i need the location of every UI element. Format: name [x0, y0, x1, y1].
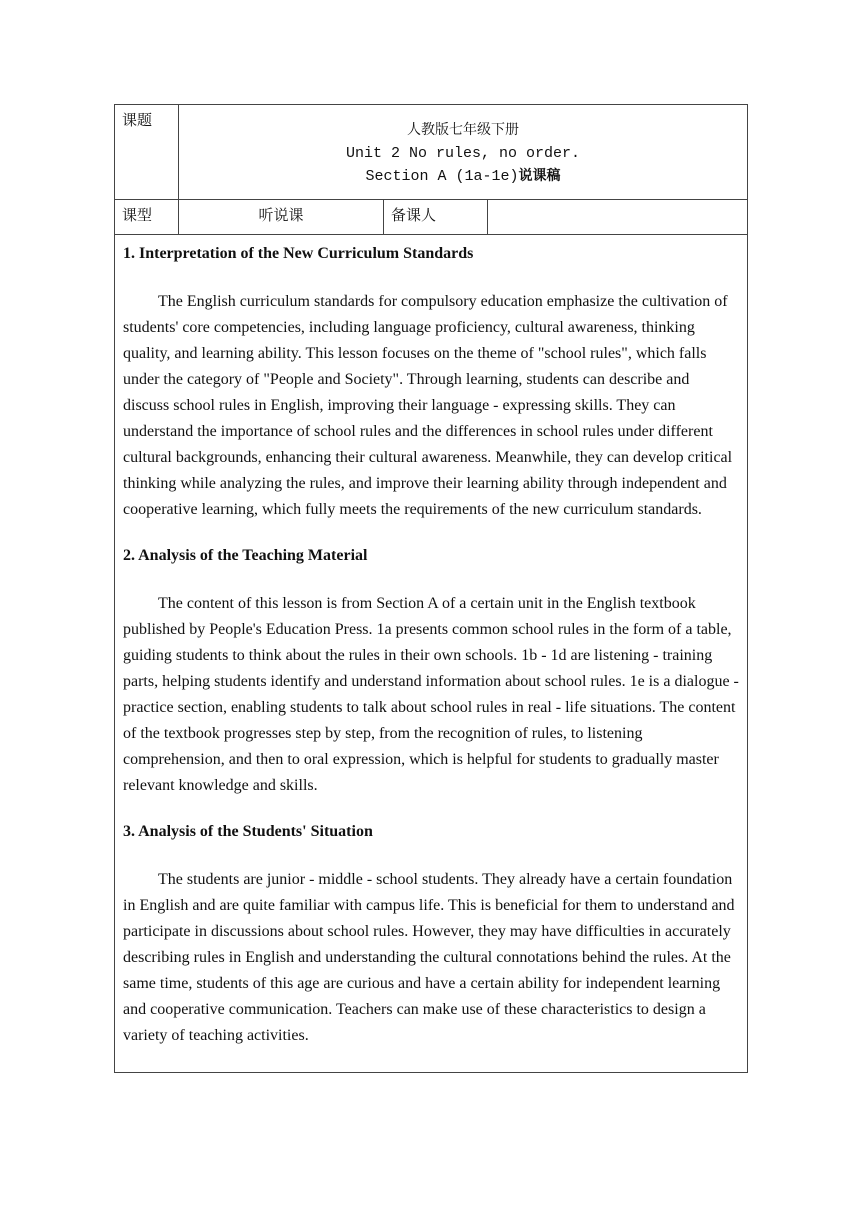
- title-line-3: [179, 165, 747, 188]
- section-body: The students are junior - middle - school students. They already have a certain foundation in English and are quite familiar with campus life. This is beneficial for them to understand and participate in discussions about school rules. However, they may have difficulties in accurately describing rules in English and understanding the cultural connotations behind the rules. At the same time, students of this age are curious and have a certain ability for independent learning and cooperative communication. Teachers can make use of these characteristics to design a variety of teaching activities.: [123, 871, 735, 1044]
- section-body: The content of this lesson is from Section A of a certain unit in the English textbook published by People's Education Press. 1a presents common school rules in the form of a table, guiding students to think about the rules in their own schools. 1b - 1d are listening - training parts, helping students identify and understand information about school rules. 1e is a dialogue - practice section, enabling students to talk about school rules in real - life situations. The content of the textbook progresses step by step, from the recognition of rules, to listening comprehension, and then to oral expression, which is helpful for students to gradually master relevant knowledge and skills.: [123, 595, 739, 794]
- title-row: [115, 105, 748, 200]
- content-cell: [115, 235, 748, 1073]
- title-line-2: Unit 2 No rules, no order.: [345, 145, 581, 162]
- preparer-label: 备课人: [384, 200, 488, 235]
- title-line-1: 人教版七年级下册: [407, 122, 519, 138]
- section-students-situation: [123, 819, 739, 1049]
- section-heading: 1. Interpretation of the New Curriculum Standards: [123, 245, 474, 262]
- title-line-3-prefix: Section A (1a-1e): [365, 168, 519, 185]
- type-label: 课型: [115, 200, 179, 235]
- preparer-value: [488, 200, 748, 235]
- info-row: [115, 200, 748, 235]
- section-curriculum-standards: [123, 241, 739, 523]
- lesson-plan-table: [114, 104, 748, 1073]
- section-heading: 2. Analysis of the Teaching Material: [123, 547, 368, 564]
- title-cell: [179, 105, 748, 200]
- type-value: 听说课: [179, 200, 384, 235]
- topic-label: 课题: [115, 105, 179, 200]
- title-block: [179, 105, 747, 188]
- title-line-3-suffix: 说课稿: [518, 168, 561, 184]
- section-body: The English curriculum standards for compulsory education emphasize the cultivation of students' core competencies, including language proficiency, cultural awareness, thinking quality, and learning ability. This lesson focuses on the theme of "school rules", which falls under the category of "People and Society". Through learning, students can describe and discuss school rules in English, improving their language - expressing skills. They can understand the importance of school rules and the differences in school rules under different cultural backgrounds, enhancing their cultural awareness. Meanwhile, they can develop critical thinking while analyzing the rules, and improve their learning ability through independent and cooperative learning, which fully meets the requirements of the new curriculum standards.: [123, 293, 733, 518]
- section-teaching-material: [123, 543, 739, 799]
- section-heading: 3. Analysis of the Students' Situation: [123, 823, 373, 840]
- content-row: [115, 235, 748, 1073]
